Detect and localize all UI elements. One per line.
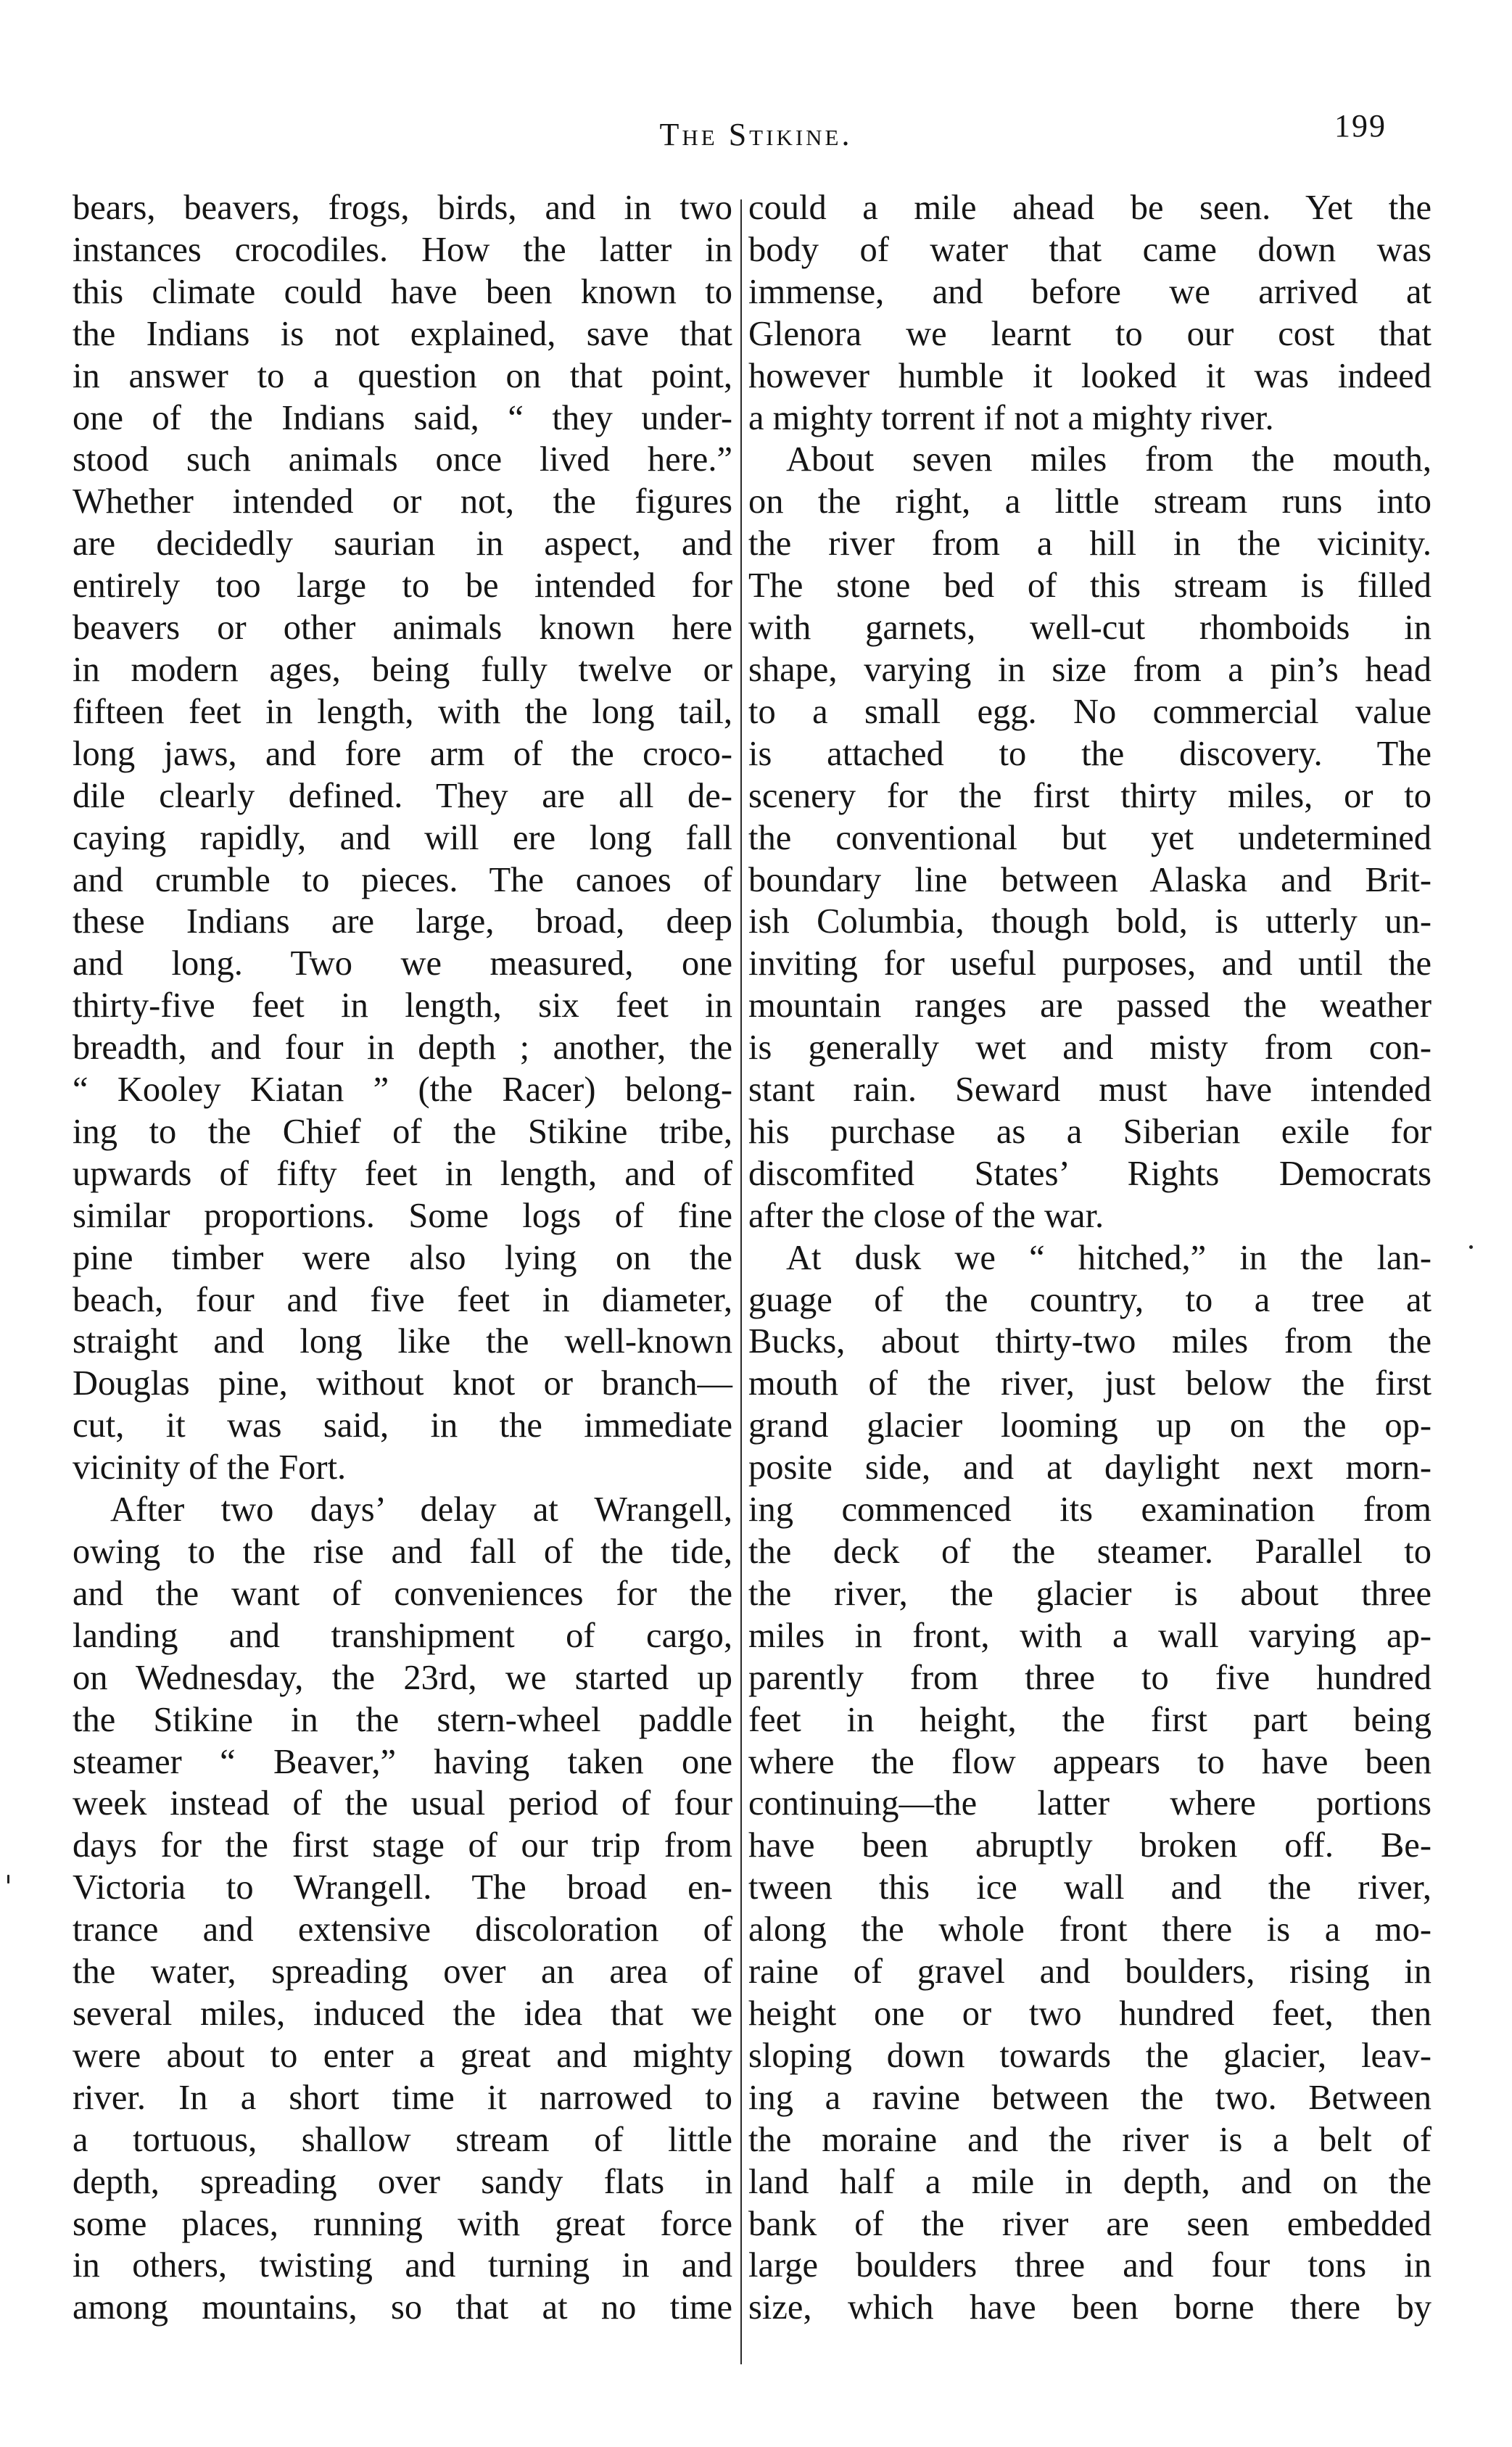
text-line: size, which have been borne there by [748,2288,1432,2327]
text-line: among mountains, so that at no time [73,2288,732,2327]
text-line: and crumble to pieces. The canoes of [73,860,732,899]
text-line: to a small egg. No commercial value [748,692,1432,731]
text-line: tween this ice wall and the river, [748,1868,1432,1907]
column-divider [740,199,742,2364]
margin-tick [7,1875,9,1883]
text-line: along the whole front there is a mo- [748,1910,1432,1949]
text-line: About seven miles from the mouth, [786,440,1432,479]
text-line: steamer “ Beaver,” having taken one [73,1742,732,1781]
text-line: dile clearly defined. They are all de- [73,776,732,815]
text-line: the conventional but yet undetermined [748,818,1432,857]
text-line: river. In a short time it narrowed to [73,2078,732,2117]
text-line: in others, twisting and turning in and [73,2246,732,2285]
text-line: grand glacier looming up on the op- [748,1406,1432,1445]
text-line: is attached to the discovery. The [748,734,1432,773]
text-line: ing to the Chief of the Stikine tribe, [73,1112,732,1151]
text-line: beach, four and five feet in diameter, [73,1280,732,1319]
text-line: inviting for useful purposes, and until the [748,944,1432,983]
text-line: week instead of the usual period of four [73,1784,732,1823]
text-line: At dusk we “ hitched,” in the lan- [786,1238,1432,1277]
text-line: breadth, and four in depth ; another, the [73,1028,732,1068]
text-line: long jaws, and fore arm of the croco- [73,734,732,773]
text-line: instances crocodiles. How the latter in [73,230,732,269]
text-line: discomfited States’ Rights Democrats [748,1154,1432,1193]
text-line: beavers or other animals known here [73,608,732,648]
text-line: with garnets, well-cut rhomboids in [748,608,1432,648]
text-line: pine timber were also lying on the [73,1238,732,1277]
text-line: ing commenced its examination from [748,1490,1432,1530]
text-line: height one or two hundred feet, then [748,1994,1432,2033]
margin-dot [1469,1245,1473,1249]
text-line: landing and transhipment of cargo, [73,1616,732,1655]
text-line: Whether intended or not, the figures [73,482,732,521]
text-line: bank of the river are seen embedded [748,2204,1432,2243]
text-line: After two days’ delay at Wrangell, [110,1490,732,1530]
text-line: bears, beavers, frogs, birds, and in two [73,189,732,227]
text-line: on the right, a little stream runs into [748,482,1432,521]
text-line: scenery for the first thirty miles, or to [748,776,1432,815]
text-line: thirty-five feet in length, six feet in [73,986,732,1026]
text-line: and long. Two we measured, one [73,944,732,983]
text-line: stant rain. Seward must have intended [748,1070,1432,1110]
text-line: these Indians are large, broad, deep [73,902,732,941]
text-line: owing to the rise and fall of the tide, [73,1532,732,1571]
text-line: were about to enter a great and mighty [73,2036,732,2075]
text-line: some places, running with great force [73,2204,732,2243]
text-line: in answer to a question on that point, [73,356,732,395]
text-line: boundary line between Alaska and Brit- [748,860,1432,899]
text-line: raine of gravel and boulders, rising in [748,1952,1432,1992]
text-line: parently from three to five hundred [748,1658,1432,1697]
text-line: his purchase as a Siberian exile for [748,1112,1432,1151]
text-line: where the flow appears to have been [748,1742,1432,1781]
text-line: caying rapidly, and will ere long fall [73,818,732,857]
text-line: ish Columbia, though bold, is utterly un- [748,902,1432,941]
text-line: the deck of the steamer. Parallel to [748,1532,1432,1571]
text-line: could a mile ahead be seen. Yet the [748,189,1432,227]
text-line: on Wednesday, the 23rd, we started up [73,1658,732,1697]
text-column-left [73,187,732,2329]
text-line: the Stikine in the stern-wheel paddle [73,1700,732,1739]
text-line: Douglas pine, without knot or branch— [73,1364,732,1403]
running-title: The Stikine. [659,117,853,152]
text-line: a tortuous, shallow stream of little [73,2120,732,2159]
text-line: shape, varying in size from a pin’s head [748,650,1432,689]
text-line: days for the first stage of our trip from [73,1826,732,1865]
text-line: posite side, and at daylight next morn- [748,1448,1432,1487]
text-line: and the want of conveniences for the [73,1574,732,1613]
text-line: the Indians is not explained, save that [73,314,732,353]
text-line: several miles, induced the idea that we [73,1994,732,2033]
text-line: however humble it looked it was indeed [748,356,1432,395]
text-line: Victoria to Wrangell. The broad en- [73,1868,732,1907]
text-line: one of the Indians said, “ they under- [73,398,732,437]
text-line: this climate could have been known to [73,272,732,311]
text-line: are decidedly saurian in aspect, and [73,524,732,564]
text-line: depth, spreading over sandy flats in [73,2162,732,2201]
text-line: after the close of the war. [748,1196,1104,1235]
text-line: continuing—the latter where portions [748,1784,1432,1823]
text-line: mouth of the river, just below the first [748,1364,1432,1403]
text-line: “ Kooley Kiatan ” (the Racer) belong- [73,1070,732,1110]
page-number: 199 [1334,108,1387,144]
text-line: straight and long like the well-known [73,1322,732,1361]
text-line: ing a ravine between the two. Between [748,2078,1432,2117]
text-line: is generally wet and misty from con- [748,1028,1432,1068]
text-line: the moraine and the river is a belt of [748,2120,1432,2159]
text-line: miles in front, with a wall varying ap- [748,1616,1432,1655]
text-line: fifteen feet in length, with the long tail, [73,692,732,731]
text-line: similar proportions. Some logs of fine [73,1196,732,1235]
text-line: upwards of fifty feet in length, and of [73,1154,732,1193]
text-line: the river from a hill in the vicinity. [748,524,1432,564]
text-line: immense, and before we arrived at [748,272,1432,311]
text-line: the river, the glacier is about three [748,1574,1432,1613]
text-line: have been abruptly broken off. Be- [748,1826,1432,1865]
text-line: a mighty torrent if not a mighty river. [748,398,1274,437]
text-line: sloping down towards the glacier, leav- [748,2036,1432,2075]
text-line: body of water that came down was [748,230,1432,269]
text-line: stood such animals once lived here.” [73,440,732,479]
text-line: the water, spreading over an area of [73,1952,732,1992]
text-line: vicinity of the Fort. [73,1448,347,1487]
text-line: cut, it was said, in the immediate [73,1406,732,1445]
text-line: The stone bed of this stream is filled [748,566,1432,606]
text-line: Bucks, about thirty-two miles from the [748,1322,1432,1361]
text-line: feet in height, the first part being [748,1700,1432,1739]
text-line: entirely too large to be intended for [73,566,732,606]
text-line: in modern ages, being fully twelve or [73,650,732,689]
text-line: guage of the country, to a tree at [748,1280,1432,1319]
text-line: trance and extensive discoloration of [73,1910,732,1949]
text-line: Glenora we learnt to our cost that [748,314,1432,353]
text-line: land half a mile in depth, and on the [748,2162,1432,2201]
text-line: large boulders three and four tons in [748,2246,1432,2285]
text-line: mountain ranges are passed the weather [748,986,1432,1026]
text-column-right [748,187,1432,2329]
